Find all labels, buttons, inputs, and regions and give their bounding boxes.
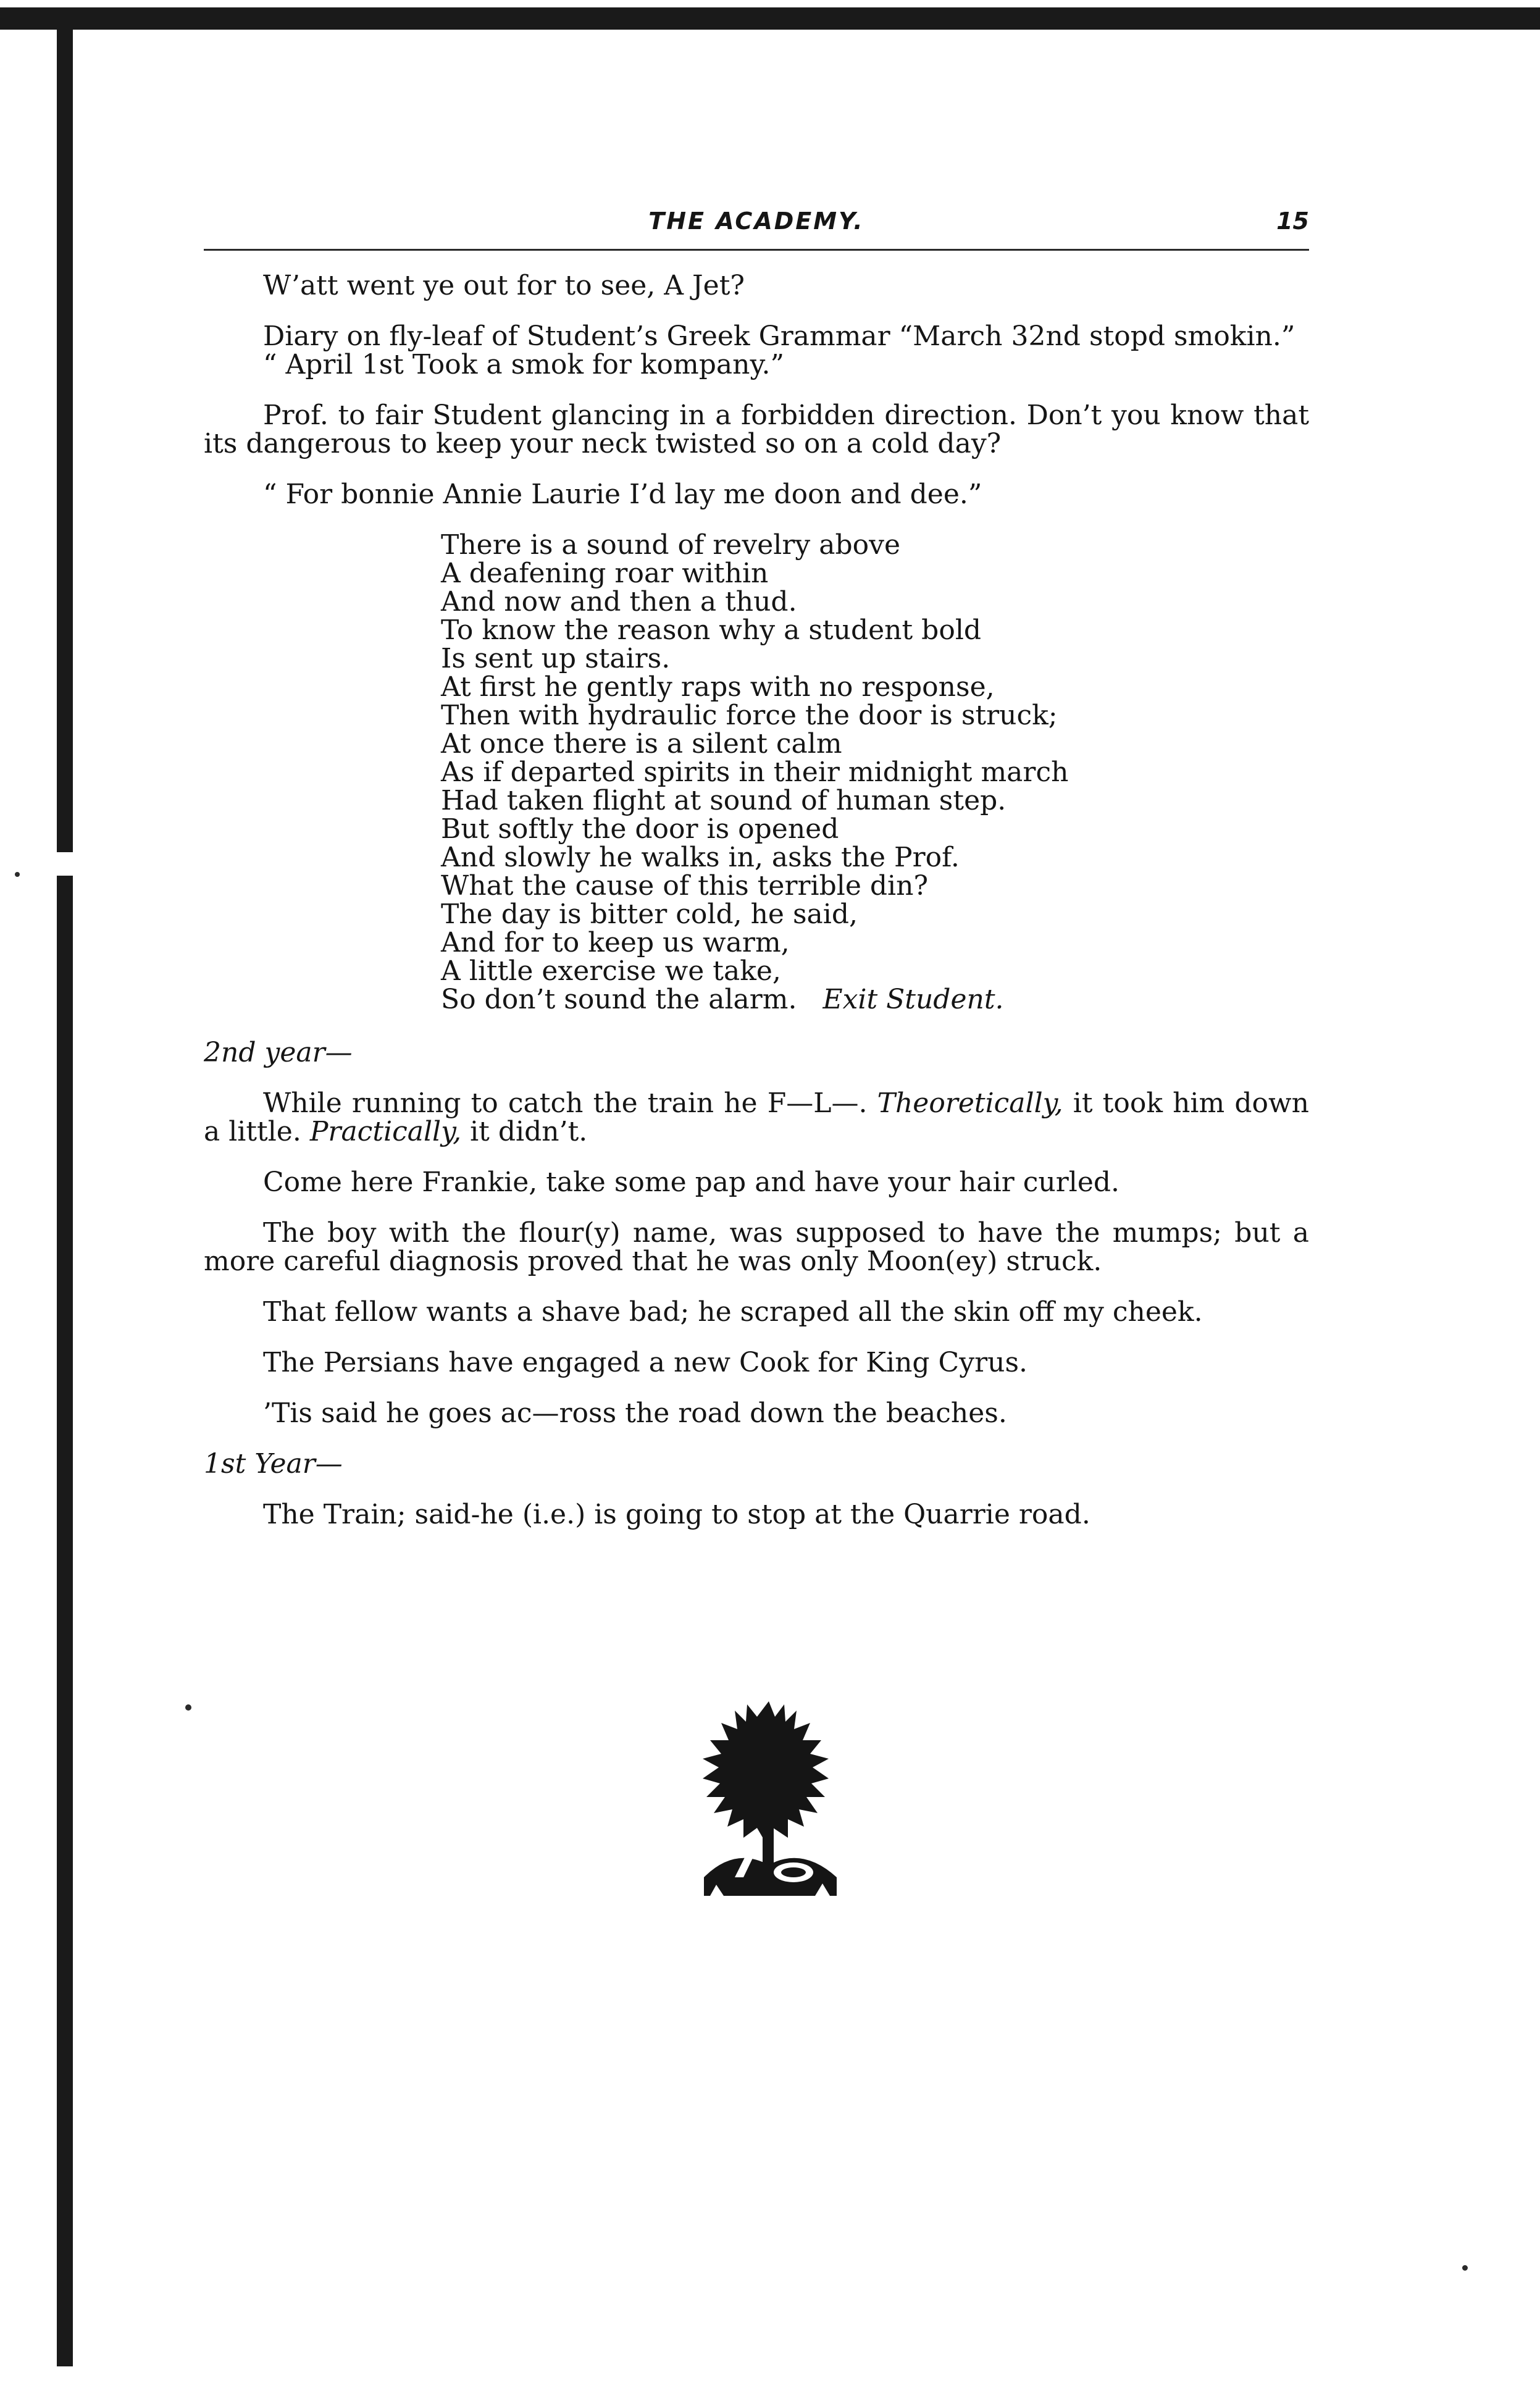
left-border-rule — [57, 7, 73, 2366]
poem-line: Had taken flight at sound of human step. — [441, 785, 1006, 816]
paragraph-flour-name: The boy with the flour(y) name, was supposed to have the mumps; but a more careful diagnosis proved that he was only Moon(ey) struck. — [204, 1217, 1309, 1277]
train-fall-text-end: it didn’t. — [461, 1116, 588, 1147]
poem-signoff: Exit Student. — [822, 984, 1004, 1015]
poem-line: Is sent up stairs. — [441, 643, 671, 674]
heading-second-year: 2nd year— — [204, 1037, 353, 1068]
paragraph-prof: Prof. to fair Student glancing in a forbidden direction. Don’t you know that its dangerous to keep your neck twisted so on a cold day? — [204, 400, 1309, 459]
header-rule — [204, 249, 1309, 251]
paragraph-train-fall — [204, 1089, 1309, 1146]
paragraph-diary: Diary on fly-leaf of Student’s Greek Grammar “March 32nd stopd smokin.” — [263, 320, 1295, 352]
poem-line: There is a sound of revelry above — [441, 529, 901, 561]
paragraph-annie-laurie: “ For bonnie Annie Laurie I’d lay me doon and dee.” — [263, 479, 982, 510]
page-number: 15 — [1276, 207, 1309, 235]
train-fall-text-mid: it took him down a little. — [204, 1087, 1310, 1147]
page-header — [204, 204, 1309, 247]
paragraph-persians: The Persians have engaged a new Cook for King Cyrus. — [263, 1347, 1028, 1378]
tree-ornament-icon — [667, 1692, 871, 1914]
poem-line: So don’t sound the alarm. — [441, 984, 797, 1015]
running-title: THE ACADEMY. — [648, 207, 864, 235]
poem-line: But softly the door is opened — [441, 813, 839, 845]
ink-speck — [15, 872, 20, 877]
practically-emphasis: Practically, — [309, 1116, 462, 1147]
theoretically-emphasis: Theoretically, — [877, 1087, 1063, 1119]
paragraph-diary-april: “ April 1st Took a smok for kompany.” — [263, 349, 784, 380]
paragraph-frankie: Come here Frankie, take some pap and have your hair curled. — [263, 1167, 1120, 1198]
paragraph-across-road: ’Tis said he goes ac—ross the road down the beaches. — [263, 1397, 1007, 1429]
poem-line: At first he gently raps with no response, — [441, 671, 995, 703]
heading-first-year: 1st Year— — [204, 1448, 343, 1480]
poem-line: And slowly he walks in, asks the Prof. — [441, 842, 960, 873]
poem-line: A deafening roar within — [441, 558, 769, 589]
paragraph-train-quarrie: The Train; said-he (i.e.) is going to stop at the Quarrie road. — [263, 1499, 1090, 1530]
paragraph-jet: W’att went ye out for to see, A Jet? — [263, 270, 745, 301]
train-fall-text-start: While running to catch the train he F—L—. — [263, 1087, 877, 1119]
poem-line: What the cause of this terrible din? — [441, 870, 929, 902]
paragraph-shave: That fellow wants a shave bad; he scraped all the skin off my cheek. — [263, 1296, 1203, 1328]
poem-line: And now and then a thud. — [441, 586, 797, 618]
poem-last-line — [441, 986, 1309, 1014]
ink-speck — [185, 1704, 191, 1711]
poem-line: Then with hydraulic force the door is struck; — [441, 700, 1058, 731]
border-gap — [57, 852, 73, 876]
page-body — [204, 272, 1309, 1551]
poem — [441, 531, 1309, 1014]
poem-line: At once there is a silent calm — [441, 728, 842, 760]
poem-line: A little exercise we take, — [441, 955, 781, 987]
poem-line: The day is bitter cold, he said, — [441, 899, 858, 930]
ink-speck — [1462, 2265, 1468, 2271]
poem-line: As if departed spirits in their midnight march — [441, 756, 1069, 788]
top-border-rule — [0, 7, 1540, 30]
poem-line: And for to keep us warm, — [441, 927, 790, 958]
poem-line: To know the reason why a student bold — [441, 614, 982, 646]
